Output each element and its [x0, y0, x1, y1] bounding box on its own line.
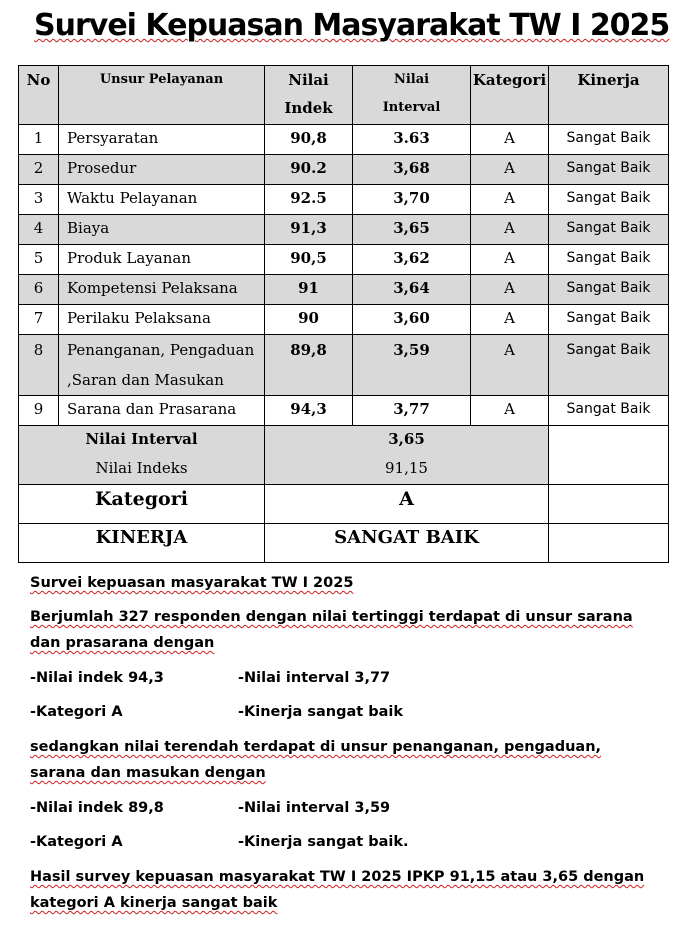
cell-interval: 3,64	[353, 275, 471, 305]
table-row	[19, 396, 669, 426]
summary-kinerja-row	[19, 524, 669, 563]
cell-kategori: A	[471, 215, 549, 245]
cell-indek: 91	[265, 275, 353, 305]
cell-no: 3	[19, 185, 59, 215]
summary-empty-cell	[549, 426, 669, 485]
cell-indek: 91,3	[265, 215, 353, 245]
cell-interval: 3,70	[353, 185, 471, 215]
cell-interval: 3,62	[353, 245, 471, 275]
summary-kategori-label: Kategori	[19, 485, 265, 524]
highest-kinerja: -Kinerja sangat baik	[238, 704, 403, 720]
cell-no: 8	[19, 335, 59, 396]
header-kategori: Kategori	[471, 66, 549, 125]
header-nilai-indek-line2: Indek	[284, 99, 333, 117]
table-row	[19, 215, 669, 245]
cell-kategori: A	[471, 305, 549, 335]
cell-interval: 3,60	[353, 305, 471, 335]
page-title: Survei Kepuasan Masyarakat TW I 2025	[34, 8, 670, 43]
header-nilai-indek	[265, 66, 353, 125]
cell-kategori: A	[471, 125, 549, 155]
summary-interval-value: 3,65	[265, 426, 549, 456]
summary-kategori-row	[19, 485, 669, 524]
cell-interval: 3,68	[353, 155, 471, 185]
lowest-interval: -Nilai interval 3,59	[238, 800, 391, 816]
cell-kinerja: Sangat Baik	[549, 396, 669, 426]
cell-no: 4	[19, 215, 59, 245]
cell-indek: 94,3	[265, 396, 353, 426]
cell-unsur-line1: Penanganan, Pengaduan	[67, 341, 255, 359]
cell-no: 5	[19, 245, 59, 275]
table-header-row	[19, 66, 669, 125]
cell-no: 6	[19, 275, 59, 305]
highest-values-line1	[30, 666, 660, 690]
cell-kinerja: Sangat Baik	[549, 335, 669, 396]
cell-unsur-line2: ,Saran dan Masukan	[67, 371, 224, 389]
lowest-values-line1	[30, 796, 660, 820]
cell-indek: 90,8	[265, 125, 353, 155]
cell-unsur	[59, 335, 265, 396]
cell-kinerja: Sangat Baik	[549, 275, 669, 305]
cell-kategori: A	[471, 335, 549, 396]
cell-interval: 3,59	[353, 335, 471, 396]
cell-unsur: Biaya	[59, 215, 265, 245]
table-row	[19, 185, 669, 215]
cell-unsur: Prosedur	[59, 155, 265, 185]
summary-indeks-label: Nilai Indeks	[19, 455, 265, 485]
cell-no: 2	[19, 155, 59, 185]
cell-kinerja: Sangat Baik	[549, 185, 669, 215]
highest-values-line2	[30, 700, 660, 724]
cell-unsur: Sarana dan Prasarana	[59, 396, 265, 426]
notes-paragraph-highest: Berjumlah 327 responden dengan nilai tertinggi terdapat di unsur sarana dan prasarana dengan	[30, 609, 633, 651]
cell-no: 1	[19, 125, 59, 155]
cell-interval: 3.63	[353, 125, 471, 155]
summary-empty-cell	[549, 524, 669, 563]
cell-interval: 3,77	[353, 396, 471, 426]
cell-indek: 92.5	[265, 185, 353, 215]
cell-unsur: Perilaku Pelaksana	[59, 305, 265, 335]
cell-unsur: Persyaratan	[59, 125, 265, 155]
cell-kategori: A	[471, 155, 549, 185]
summary-kinerja-label: KINERJA	[19, 524, 265, 563]
cell-kinerja: Sangat Baik	[549, 245, 669, 275]
highest-indek: -Nilai indek 94,3	[30, 670, 164, 686]
notes-section	[30, 572, 660, 916]
cell-kinerja: Sangat Baik	[549, 305, 669, 335]
header-unsur: Unsur Pelayanan	[59, 66, 265, 125]
cell-unsur: Kompetensi Pelaksana	[59, 275, 265, 305]
header-nilai-interval-line2: Interval	[382, 100, 441, 115]
cell-indek: 90.2	[265, 155, 353, 185]
lowest-values-line2	[30, 830, 660, 854]
survey-table	[18, 65, 669, 563]
notes-paragraph-lowest: sedangkan nilai terendah terdapat di unsur penanganan, pengaduan, sarana dan masukan dengan	[30, 739, 602, 781]
summary-indeks-value: 91,15	[265, 455, 549, 485]
header-nilai-interval	[353, 66, 471, 125]
cell-kinerja: Sangat Baik	[549, 215, 669, 245]
highest-interval: -Nilai interval 3,77	[238, 670, 391, 686]
cell-no: 9	[19, 396, 59, 426]
cell-kinerja: Sangat Baik	[549, 125, 669, 155]
summary-empty-cell	[549, 485, 669, 524]
summary-kategori-value: A	[265, 485, 549, 524]
cell-kinerja: Sangat Baik	[549, 155, 669, 185]
cell-unsur: Produk Layanan	[59, 245, 265, 275]
cell-kategori: A	[471, 185, 549, 215]
header-nilai-indek-line1: Nilai	[288, 71, 329, 89]
summary-interval-label: Nilai Interval	[19, 426, 265, 456]
lowest-kategori: -Kategori A	[30, 834, 123, 850]
lowest-indek: -Nilai indek 89,8	[30, 800, 164, 816]
summary-interval-row	[19, 426, 669, 456]
cell-unsur: Waktu Pelayanan	[59, 185, 265, 215]
notes-conclusion: Hasil survey kepuasan masyarakat TW I 2025 IPKP 91,15 atau 3,65 dengan kategori A kinerja sangat baik	[30, 869, 645, 911]
cell-kategori: A	[471, 275, 549, 305]
highest-kategori: -Kategori A	[30, 704, 123, 720]
summary-kinerja-value: SANGAT BAIK	[265, 524, 549, 563]
table-row	[19, 125, 669, 155]
header-kinerja: Kinerja	[549, 66, 669, 125]
table-row	[19, 155, 669, 185]
header-nilai-interval-line1: Nilai	[393, 72, 430, 87]
cell-interval: 3,65	[353, 215, 471, 245]
cell-indek: 89,8	[265, 335, 353, 396]
cell-kategori: A	[471, 396, 549, 426]
cell-indek: 90	[265, 305, 353, 335]
notes-heading: Survei kepuasan masyarakat TW I 2025	[30, 575, 354, 591]
table-row	[19, 335, 669, 396]
cell-no: 7	[19, 305, 59, 335]
table-row	[19, 245, 669, 275]
cell-indek: 90,5	[265, 245, 353, 275]
header-no: No	[19, 66, 59, 125]
cell-kategori: A	[471, 245, 549, 275]
table-row	[19, 275, 669, 305]
lowest-kinerja: -Kinerja sangat baik.	[238, 834, 409, 850]
table-row	[19, 305, 669, 335]
